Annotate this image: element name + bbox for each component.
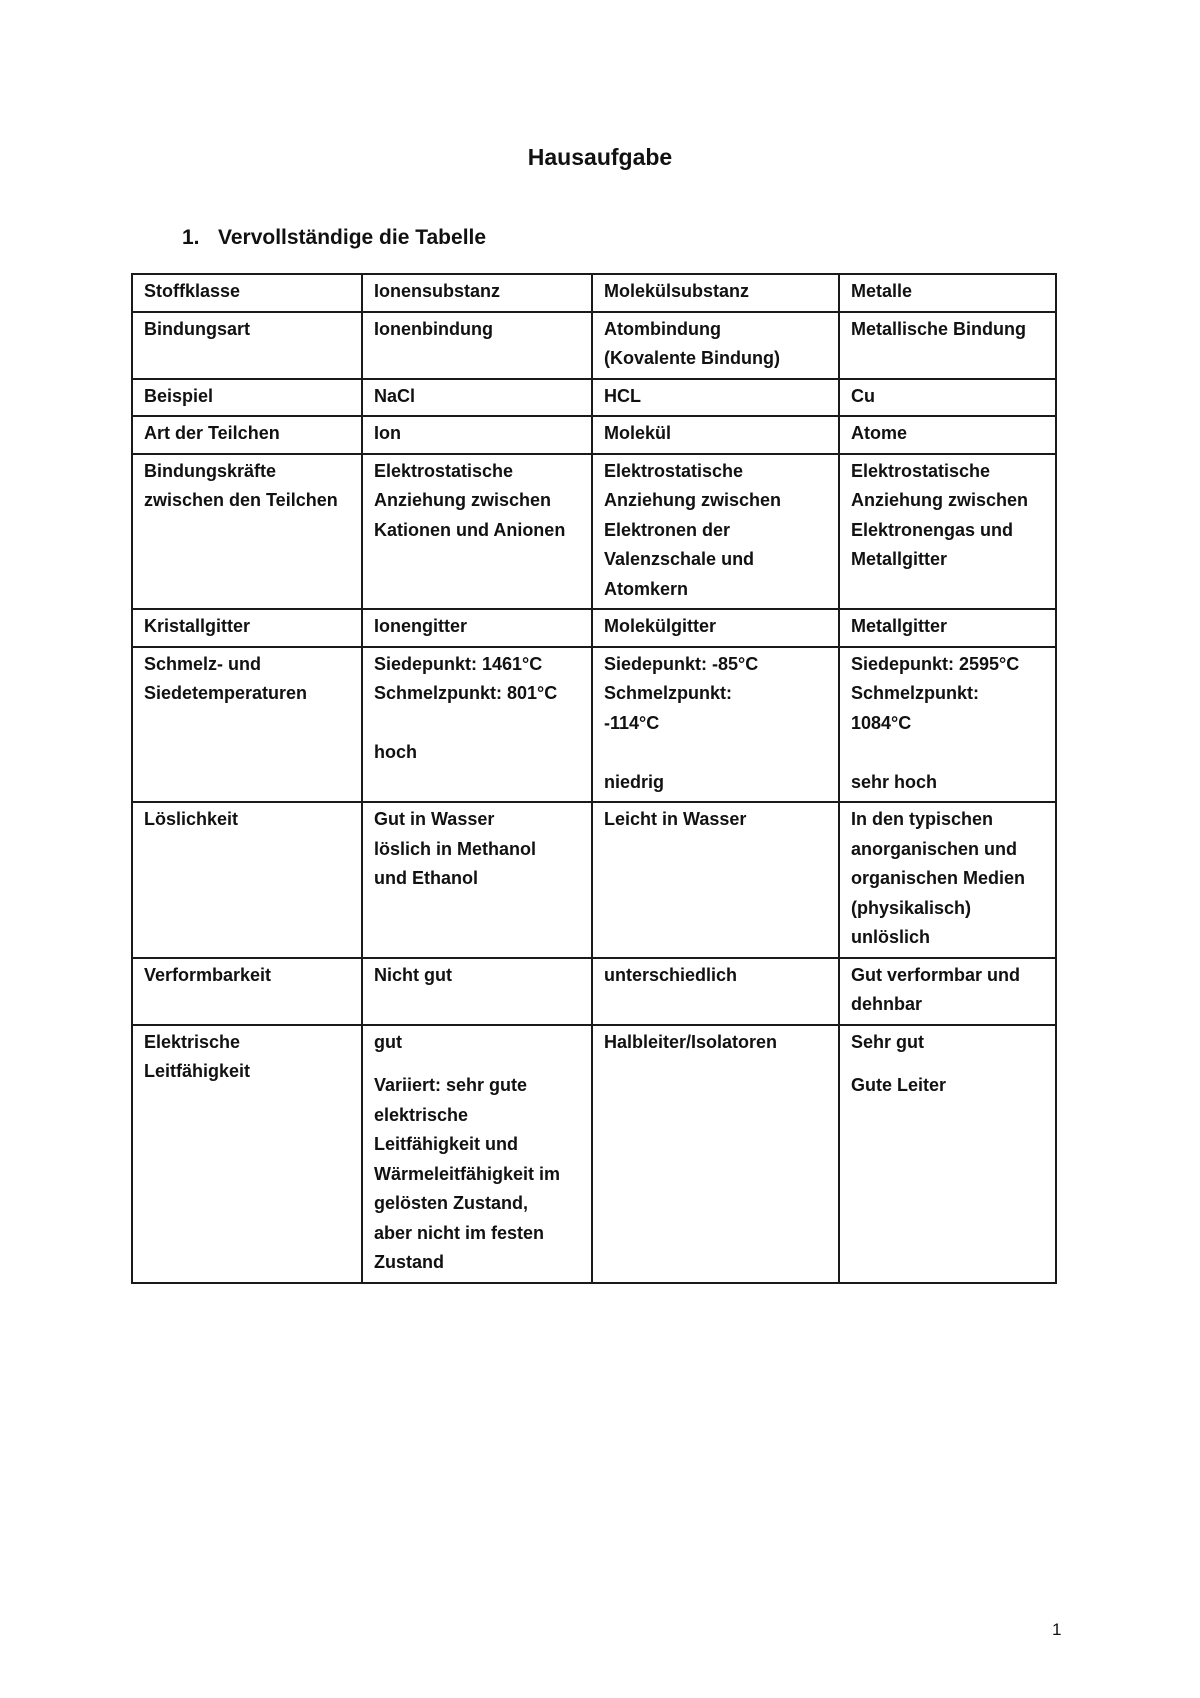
cell-text-line: Anziehung zwischen [851, 490, 1029, 510]
cell-text-line: niedrig [604, 771, 665, 792]
cell-text-line: Elektrostatische [374, 460, 514, 481]
cell-text-line: Elektronengas und [851, 519, 1014, 540]
cell-text-line: (Kovalente Bindung) [604, 348, 780, 368]
cell-text-line: Ion [374, 423, 401, 443]
cell-text-line: Bindungskräfte [144, 460, 277, 481]
cell-text-line: 1084°C [851, 712, 912, 733]
cell-text-line: Metallgitter [851, 549, 948, 569]
table-cell-metalle [839, 454, 1056, 610]
cell-text-line: Elektrostatische [851, 460, 991, 481]
cell-text-line: Beispiel [144, 385, 214, 406]
cell-text-line: Gute Leiter [851, 1075, 947, 1095]
cell-spacer [604, 738, 828, 768]
table-row [132, 454, 1056, 610]
cell-text-line: Molekül [604, 423, 672, 443]
cell-text-line: Kationen und Anionen [374, 519, 566, 540]
table-row [132, 274, 1056, 312]
section-title: Vervollständige die Tabelle [218, 226, 487, 249]
table-row [132, 379, 1056, 417]
page-number: 1 [1052, 1620, 1062, 1639]
table-cell-ionen [362, 274, 592, 312]
table-cell-molekuel [592, 379, 839, 417]
table-cell-ionen [362, 609, 592, 647]
cell-spacer [374, 709, 581, 739]
cell-text-line: löslich in Methanol [374, 838, 537, 859]
table-cell-molekuel [592, 274, 839, 312]
cell-text-line: Siedetemperaturen [144, 683, 308, 703]
table-cell-metalle [839, 802, 1056, 958]
table-cell-ionen [362, 802, 592, 958]
cell-text-line: zwischen den Teilchen [144, 490, 338, 510]
table-cell-ionen [362, 416, 592, 454]
table-cell-ionen [362, 454, 592, 610]
cell-text-line: elektrische [374, 1104, 469, 1125]
cell-text-line: Schmelzpunkt: [851, 683, 980, 703]
cell-text-line: sehr hoch [851, 771, 938, 792]
cell-text-line: dehnbar [851, 994, 923, 1014]
cell-text-line: Sehr gut [851, 1031, 925, 1052]
cell-text-line: Leitfähigkeit [144, 1061, 251, 1081]
table-row [132, 647, 1056, 803]
cell-text-line: Art der Teilchen [144, 423, 280, 443]
table-cell-metalle [839, 379, 1056, 417]
cell-text-line: Atome [851, 423, 908, 443]
table-cell-molekuel [592, 454, 839, 610]
table-row [132, 1025, 1056, 1283]
cell-text-line: In den typischen [851, 809, 994, 829]
cell-text-line: Verformbarkeit [144, 964, 272, 985]
cell-text-line: Atomkern [604, 578, 689, 599]
cell-spacer [374, 1057, 581, 1071]
table-cell-metalle [839, 416, 1056, 454]
table-cell-metalle [839, 312, 1056, 379]
cell-text-line: Gut in Wasser [374, 809, 495, 829]
cell-text-line: Variiert: sehr gute [374, 1075, 528, 1095]
cell-text-line: Wärmeleitfähigkeit im [374, 1163, 561, 1184]
table-cell-label [132, 609, 362, 647]
table-cell-metalle [839, 609, 1056, 647]
cell-text-line: Siedepunkt: 2595°C [851, 653, 1020, 674]
table-cell-metalle [839, 1025, 1056, 1283]
table-row [132, 416, 1056, 454]
cell-text-line: Schmelzpunkt: [604, 683, 733, 703]
cell-text-line: Metallgitter [851, 616, 948, 636]
cell-text-line: Cu [851, 385, 875, 406]
table-cell-label [132, 958, 362, 1025]
cell-text-line: Siedepunkt: 1461°C [374, 653, 543, 674]
cell-text-line: gut [374, 1031, 402, 1052]
cell-text-line: unlöslich [851, 927, 931, 947]
table-cell-label [132, 647, 362, 803]
cell-text-line: Ionengitter [374, 616, 467, 636]
table-cell-molekuel [592, 802, 839, 958]
cell-text-line: gelösten Zustand, [374, 1193, 529, 1213]
cell-text-line: Anziehung zwischen [374, 490, 552, 510]
table-cell-ionen [362, 312, 592, 379]
table-cell-molekuel [592, 1025, 839, 1283]
section-heading [182, 226, 486, 250]
table-cell-ionen [362, 379, 592, 417]
table-row [132, 312, 1056, 379]
table-cell-label [132, 379, 362, 417]
cell-text-line: (physikalisch) [851, 897, 972, 918]
table-row [132, 958, 1056, 1025]
table-cell-molekuel [592, 312, 839, 379]
table-row [132, 802, 1056, 958]
cell-text-line: Gut verformbar und [851, 964, 1021, 985]
cell-text-line: Anziehung zwischen [604, 490, 782, 510]
table-cell-label [132, 1025, 362, 1283]
table-cell-molekuel [592, 416, 839, 454]
cell-text-line: Atombindung [604, 318, 721, 339]
cell-spacer [851, 738, 1045, 768]
cell-text-line: Leitfähigkeit und [374, 1134, 518, 1154]
document-title: Hausaufgabe [527, 144, 673, 170]
cell-text-line: und Ethanol [374, 868, 478, 888]
table-cell-label [132, 802, 362, 958]
cell-text-line: Molekülgitter [604, 616, 717, 636]
table-cell-label [132, 416, 362, 454]
table-cell-ionen [362, 958, 592, 1025]
cell-text-line: Ionenbindung [374, 318, 493, 339]
table-cell-metalle [839, 647, 1056, 803]
cell-text-line: Metallische Bindung [851, 318, 1027, 339]
cell-text-line: Molekülsubstanz [604, 281, 750, 301]
cell-text-line: unterschiedlich [604, 964, 738, 985]
cell-text-line: Elektrostatische [604, 460, 744, 481]
table-cell-ionen [362, 647, 592, 803]
cell-text-line: Schmelzpunkt: 801°C [374, 683, 558, 703]
cell-text-line: NaCl [374, 385, 416, 406]
cell-text-line: Nicht gut [374, 964, 452, 985]
cell-text-line: Valenzschale und [604, 549, 755, 569]
table-cell-molekuel [592, 647, 839, 803]
comparison-table [131, 273, 1057, 1284]
cell-text-line: Stoffklasse [144, 281, 241, 301]
cell-text-line: Halbleiter/Isolatoren [604, 1031, 778, 1052]
cell-text-line: Zustand [374, 1252, 444, 1272]
table-cell-label [132, 312, 362, 379]
table-row [132, 609, 1056, 647]
cell-text-line: HCL [604, 385, 641, 406]
cell-text-line: Kristallgitter [144, 616, 251, 636]
table-body [132, 274, 1056, 1283]
cell-text-line: Elektrische [144, 1031, 241, 1052]
table-cell-label [132, 454, 362, 610]
table-cell-molekuel [592, 958, 839, 1025]
cell-text-line: Löslichkeit [144, 809, 239, 829]
cell-text-line: -114°C [604, 712, 660, 733]
cell-text-line: Bindungsart [144, 318, 250, 339]
cell-text-line: Metalle [851, 281, 913, 301]
table-cell-ionen [362, 1025, 592, 1283]
table-cell-metalle [839, 958, 1056, 1025]
cell-text-line: hoch [374, 742, 417, 762]
cell-text-line: Elektronen der [604, 519, 731, 540]
table-cell-molekuel [592, 609, 839, 647]
section-number: 1. [182, 226, 200, 249]
cell-text-line: Leicht in Wasser [604, 809, 747, 829]
cell-text-line: Schmelz- und [144, 653, 262, 674]
cell-spacer [851, 1057, 1045, 1071]
cell-text-line: organischen Medien [851, 868, 1026, 888]
table-cell-metalle [839, 274, 1056, 312]
cell-text-line: aber nicht im festen [374, 1222, 545, 1243]
cell-text-line: Ionensubstanz [374, 281, 501, 301]
table-cell-label [132, 274, 362, 312]
cell-text-line: Siedepunkt: -85°C [604, 653, 759, 674]
cell-text-line: anorganischen und [851, 838, 1018, 859]
